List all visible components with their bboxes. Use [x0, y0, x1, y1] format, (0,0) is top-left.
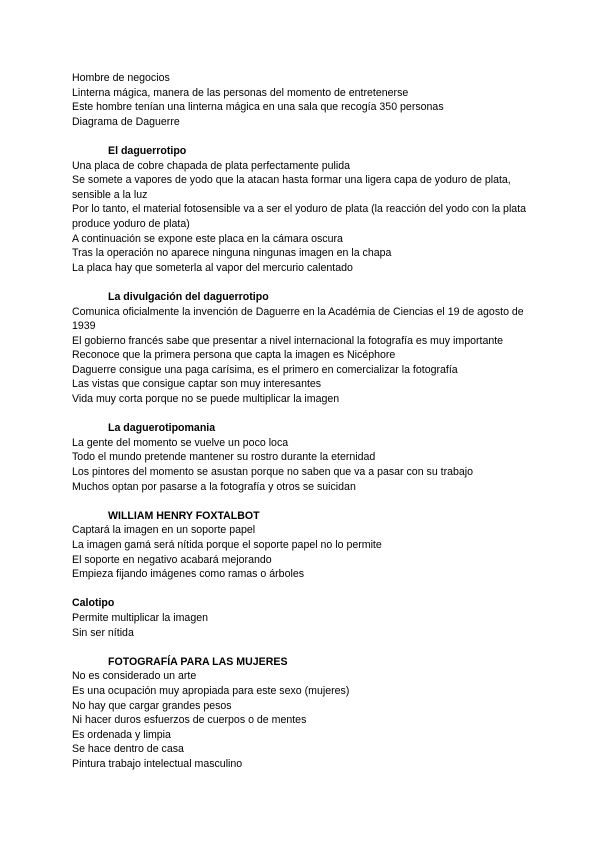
section-line: No hay que cargar grandes pesos: [72, 699, 232, 712]
section-line: Ni hacer duros esfuerzos de cuerpos o de mentes: [72, 714, 307, 727]
section-heading: La daguerotipomania: [108, 422, 216, 435]
section-heading: El daguerrotipo: [108, 144, 187, 157]
section-daguerotipomania: [72, 421, 532, 494]
section-line: La imagen gamá será nítida porque el soporte papel no lo permite: [72, 539, 382, 551]
section-heading: FOTOGRAFÍA PARA LAS MUJERES: [108, 655, 288, 668]
section-line: A continuación se expone este placa en la cámara oscura: [72, 232, 343, 245]
intro-line: Diagrama de Daguerre: [72, 115, 180, 128]
section-line: Sin ser nítida: [72, 626, 134, 639]
intro-block: [72, 71, 532, 129]
section-line: Es ordenada y limpia: [72, 728, 171, 741]
section-line: Permite multiplicar la imagen: [72, 611, 209, 624]
section-line: Por lo tanto, el material fotosensible va a ser el yoduro de plata (la reacción del yodo con la plata produce yoduro de plata): [72, 203, 527, 230]
section-line: Daguerre consigue una paga carísima, es el primero en comercializar la fotografía: [72, 363, 458, 376]
section-fotografia-mujeres: [72, 655, 532, 772]
section-line: Una placa de cobre chapada de plata perfectamente pulida: [72, 159, 350, 172]
intro-line: Este hombre tenían una linterna mágica en una sala que recogía 350 personas: [72, 101, 444, 114]
section-daguerrotipo: [72, 144, 532, 275]
section-calotipo: [72, 596, 532, 640]
section-heading: La divulgación del daguerrotipo: [108, 290, 269, 303]
section-line: Se somete a vapores de yodo que la atacan hasta formar una ligera capa de yoduro de plata, sensible a la luz: [72, 174, 511, 201]
section-line: Todo el mundo pretende mantener su rostro durante la eternidad: [72, 451, 376, 464]
intro-line: Linterna mágica, manera de las personas del momento de entretenerse: [72, 86, 409, 99]
section-line: El gobierno francés sabe que presentar a nivel internacional la fotografía es muy importante: [72, 334, 504, 347]
section-divulgacion: [72, 290, 532, 407]
section-line: La placa hay que someterla al vapor del mercurio calentado: [72, 261, 353, 274]
section-line: Muchos optan por pasarse a la fotografía y otros se suicidan: [72, 480, 356, 493]
section-line: Tras la operación no aparece ninguna ningunas imagen en la chapa: [72, 247, 392, 260]
section-foxtalbot: [72, 509, 532, 582]
section-line: Empieza fijando imágenes como ramas o árboles: [72, 568, 305, 581]
section-line: Vida muy corta porque no se puede multiplicar la imagen: [72, 393, 340, 406]
section-heading: WILLIAM HENRY FOXTALBOT: [108, 509, 260, 522]
section-line: La gente del momento se vuelve un poco loca: [72, 436, 289, 449]
intro-line: Hombre de negocios: [72, 72, 170, 84]
section-line: Comunica oficialmente la invención de Daguerre en la Académia de Ciencias el 19 de agosto de 1939: [72, 305, 524, 333]
section-heading: Calotipo: [72, 597, 115, 610]
section-line: Reconoce que la primera persona que capta la imagen es Nicéphore: [72, 349, 396, 362]
section-line: Es una ocupación muy apropiada para este sexo (mujeres): [72, 684, 350, 697]
section-line: Se hace dentro de casa: [72, 743, 184, 756]
section-line: Los pintores del momento se asustan porque no saben que va a pasar con su trabajo: [72, 466, 474, 479]
section-line: Pintura trabajo intelectual masculino: [72, 757, 243, 770]
section-line: No es considerado un arte: [72, 670, 197, 683]
document-body: [72, 71, 532, 772]
section-line: Captará la imagen en un soporte papel: [72, 524, 256, 537]
section-line: El soporte en negativo acabará mejorando: [72, 553, 272, 566]
section-line: Las vistas que consigue captar son muy interesantes: [72, 378, 322, 391]
